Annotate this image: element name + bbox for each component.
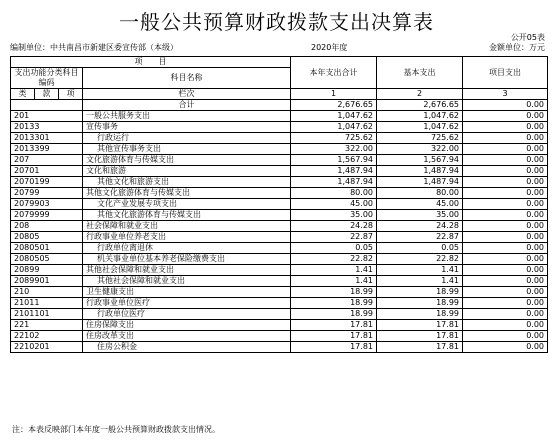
row-total: 1,487.94 (291, 177, 377, 188)
row-basic: 22.82 (377, 254, 463, 265)
row-code: 22102 (11, 331, 83, 342)
row-subject-name: 行政事业单位医疗 (83, 298, 291, 309)
row-total: 18.99 (291, 287, 377, 298)
row-project: 0.00 (463, 155, 548, 166)
row-project: 0.00 (463, 287, 548, 298)
header-item: 项 目 (11, 57, 291, 68)
row-code: 2070199 (11, 177, 83, 188)
row-basic: 1,047.62 (377, 111, 463, 122)
row-project: 0.00 (463, 221, 548, 232)
row-total: 1.41 (291, 265, 377, 276)
table-row (11, 254, 548, 265)
row-basic: 24.28 (377, 221, 463, 232)
row-subject-name: 行政运行 (83, 133, 291, 144)
row-project: 0.00 (463, 210, 548, 221)
row-basic: 18.99 (377, 287, 463, 298)
row-subject-name: 住房改革支出 (83, 331, 291, 342)
row-total: 80.00 (291, 188, 377, 199)
row-total: 35.00 (291, 210, 377, 221)
row-project: 0.00 (463, 298, 548, 309)
row-subject-name: 社会保障和就业支出 (83, 221, 291, 232)
table-row (11, 144, 548, 155)
table-row (11, 188, 548, 199)
row-code: 221 (11, 320, 83, 331)
row-subject-name: 其他社会保障和就业支出 (83, 276, 291, 287)
row-code: 2079903 (11, 199, 83, 210)
row-project: 0.00 (463, 177, 548, 188)
row-project: 0.00 (463, 166, 548, 177)
row-subject-name: 卫生健康支出 (83, 287, 291, 298)
total-row-blank (11, 100, 83, 111)
row-subject-name: 其他宣传事务支出 (83, 144, 291, 155)
row-basic: 1,047.62 (377, 122, 463, 133)
table-row (11, 122, 548, 133)
row-basic: 35.00 (377, 210, 463, 221)
row-total: 18.99 (291, 309, 377, 320)
row-total: 0.05 (291, 243, 377, 254)
table-row (11, 320, 548, 331)
header-total: 本年支出合计 (291, 57, 377, 89)
total-row-label: 合计 (83, 100, 291, 111)
row-basic: 17.81 (377, 320, 463, 331)
row-code: 207 (11, 155, 83, 166)
table-row (11, 210, 548, 221)
row-project: 0.00 (463, 111, 548, 122)
row-total: 24.28 (291, 221, 377, 232)
row-subject-name: 一般公共服务支出 (83, 111, 291, 122)
expenditure-table (10, 56, 548, 353)
header-lanci: 栏次 (83, 89, 291, 100)
col-number-2: 2 (377, 89, 463, 100)
report-title: 一般公共预算财政拨款支出决算表 (119, 10, 434, 34)
row-total: 45.00 (291, 199, 377, 210)
total-row-total: 2,676.65 (291, 100, 377, 111)
row-basic: 45.00 (377, 199, 463, 210)
table-row (11, 221, 548, 232)
table-row (11, 243, 548, 254)
header-subject-name: 科目名称 (83, 68, 291, 89)
table-row (11, 298, 548, 309)
row-code: 2210201 (11, 342, 83, 353)
table-header (11, 57, 548, 111)
table-row (11, 309, 548, 320)
table-body (11, 111, 548, 353)
row-total: 1.41 (291, 276, 377, 287)
row-code: 2079999 (11, 210, 83, 221)
header-lei: 类 (11, 89, 35, 100)
header-func-code: 支出功能分类科目编码 (11, 68, 83, 89)
row-basic: 725.62 (377, 133, 463, 144)
row-project: 0.00 (463, 144, 548, 155)
row-basic: 1,567.94 (377, 155, 463, 166)
row-code: 20701 (11, 166, 83, 177)
row-subject-name: 其他文化旅游体育与传媒支出 (83, 210, 291, 221)
row-basic: 1,487.94 (377, 166, 463, 177)
table-row (11, 177, 548, 188)
row-basic: 0.05 (377, 243, 463, 254)
table-row (11, 232, 548, 243)
row-code: 20899 (11, 265, 83, 276)
row-project: 0.00 (463, 199, 548, 210)
header-project: 项目支出 (463, 57, 548, 89)
row-code: 201 (11, 111, 83, 122)
header-xiang: 项 (59, 89, 83, 100)
row-basic: 322.00 (377, 144, 463, 155)
row-code: 2013301 (11, 133, 83, 144)
table-row (11, 155, 548, 166)
table-note: 注：本表反映部门本年度一般公共预算财政拨款支出情况。 (12, 425, 220, 434)
row-basic: 18.99 (377, 298, 463, 309)
table-row (11, 265, 548, 276)
table-row (11, 111, 548, 122)
row-total: 18.99 (291, 298, 377, 309)
table-row (11, 276, 548, 287)
row-total: 322.00 (291, 144, 377, 155)
row-project: 0.00 (463, 243, 548, 254)
row-total: 1,487.94 (291, 166, 377, 177)
row-project: 0.00 (463, 309, 548, 320)
total-row-basic: 2,676.65 (377, 100, 463, 111)
total-row-project: 0.00 (463, 100, 548, 111)
table-row (11, 199, 548, 210)
row-project: 0.00 (463, 232, 548, 243)
col-number-3: 3 (463, 89, 548, 100)
row-basic: 1.41 (377, 265, 463, 276)
row-code: 20133 (11, 122, 83, 133)
row-total: 17.81 (291, 331, 377, 342)
col-number-1: 1 (291, 89, 377, 100)
row-project: 0.00 (463, 133, 548, 144)
row-code: 2080501 (11, 243, 83, 254)
fiscal-year: 2020年度 (311, 43, 348, 52)
header-basic: 基本支出 (377, 57, 463, 89)
row-subject-name: 行政单位离退休 (83, 243, 291, 254)
row-subject-name: 其他文化和旅游支出 (83, 177, 291, 188)
row-project: 0.00 (463, 254, 548, 265)
row-total: 17.81 (291, 320, 377, 331)
row-subject-name: 机关事业单位基本养老保险缴费支出 (83, 254, 291, 265)
row-subject-name: 行政单位医疗 (83, 309, 291, 320)
row-code: 2013399 (11, 144, 83, 155)
row-code: 2080505 (11, 254, 83, 265)
table-row (11, 133, 548, 144)
row-subject-name: 住房保障支出 (83, 320, 291, 331)
form-code: 公开05表 (510, 33, 545, 42)
report-meta (10, 42, 545, 54)
row-project: 0.00 (463, 188, 548, 199)
row-subject-name: 文化旅游体育与传媒支出 (83, 155, 291, 166)
row-basic: 22.87 (377, 232, 463, 243)
header-kuan: 款 (35, 89, 59, 100)
row-subject-name: 住房公积金 (83, 342, 291, 353)
table-row (11, 342, 548, 353)
reporting-unit: 编制单位：中共南昌市新建区委宣传部（本级） (10, 43, 178, 52)
row-total: 1,047.62 (291, 111, 377, 122)
row-subject-name: 其他社会保障和就业支出 (83, 265, 291, 276)
row-subject-name: 文化产业发展专项支出 (83, 199, 291, 210)
row-code: 210 (11, 287, 83, 298)
table-row (11, 287, 548, 298)
row-project: 0.00 (463, 320, 548, 331)
row-subject-name: 其他文化旅游体育与传媒支出 (83, 188, 291, 199)
row-total: 1,567.94 (291, 155, 377, 166)
row-project: 0.00 (463, 342, 548, 353)
row-project: 0.00 (463, 265, 548, 276)
row-basic: 80.00 (377, 188, 463, 199)
row-basic: 1,487.94 (377, 177, 463, 188)
row-project: 0.00 (463, 122, 548, 133)
row-code: 20805 (11, 232, 83, 243)
row-project: 0.00 (463, 276, 548, 287)
row-subject-name: 宣传事务 (83, 122, 291, 133)
row-total: 17.81 (291, 342, 377, 353)
row-code: 2089901 (11, 276, 83, 287)
row-project: 0.00 (463, 331, 548, 342)
row-total: 22.87 (291, 232, 377, 243)
row-code: 21011 (11, 298, 83, 309)
row-total: 1,047.62 (291, 122, 377, 133)
row-total: 725.62 (291, 133, 377, 144)
row-subject-name: 行政事业单位养老支出 (83, 232, 291, 243)
row-code: 20799 (11, 188, 83, 199)
row-total: 22.82 (291, 254, 377, 265)
row-basic: 17.81 (377, 331, 463, 342)
row-subject-name: 文化和旅游 (83, 166, 291, 177)
table-row (11, 166, 548, 177)
row-basic: 18.99 (377, 309, 463, 320)
table-row (11, 331, 548, 342)
currency-unit: 金额单位：万元 (489, 43, 545, 52)
row-basic: 17.81 (377, 342, 463, 353)
row-code: 208 (11, 221, 83, 232)
row-basic: 1.41 (377, 276, 463, 287)
row-code: 2101101 (11, 309, 83, 320)
